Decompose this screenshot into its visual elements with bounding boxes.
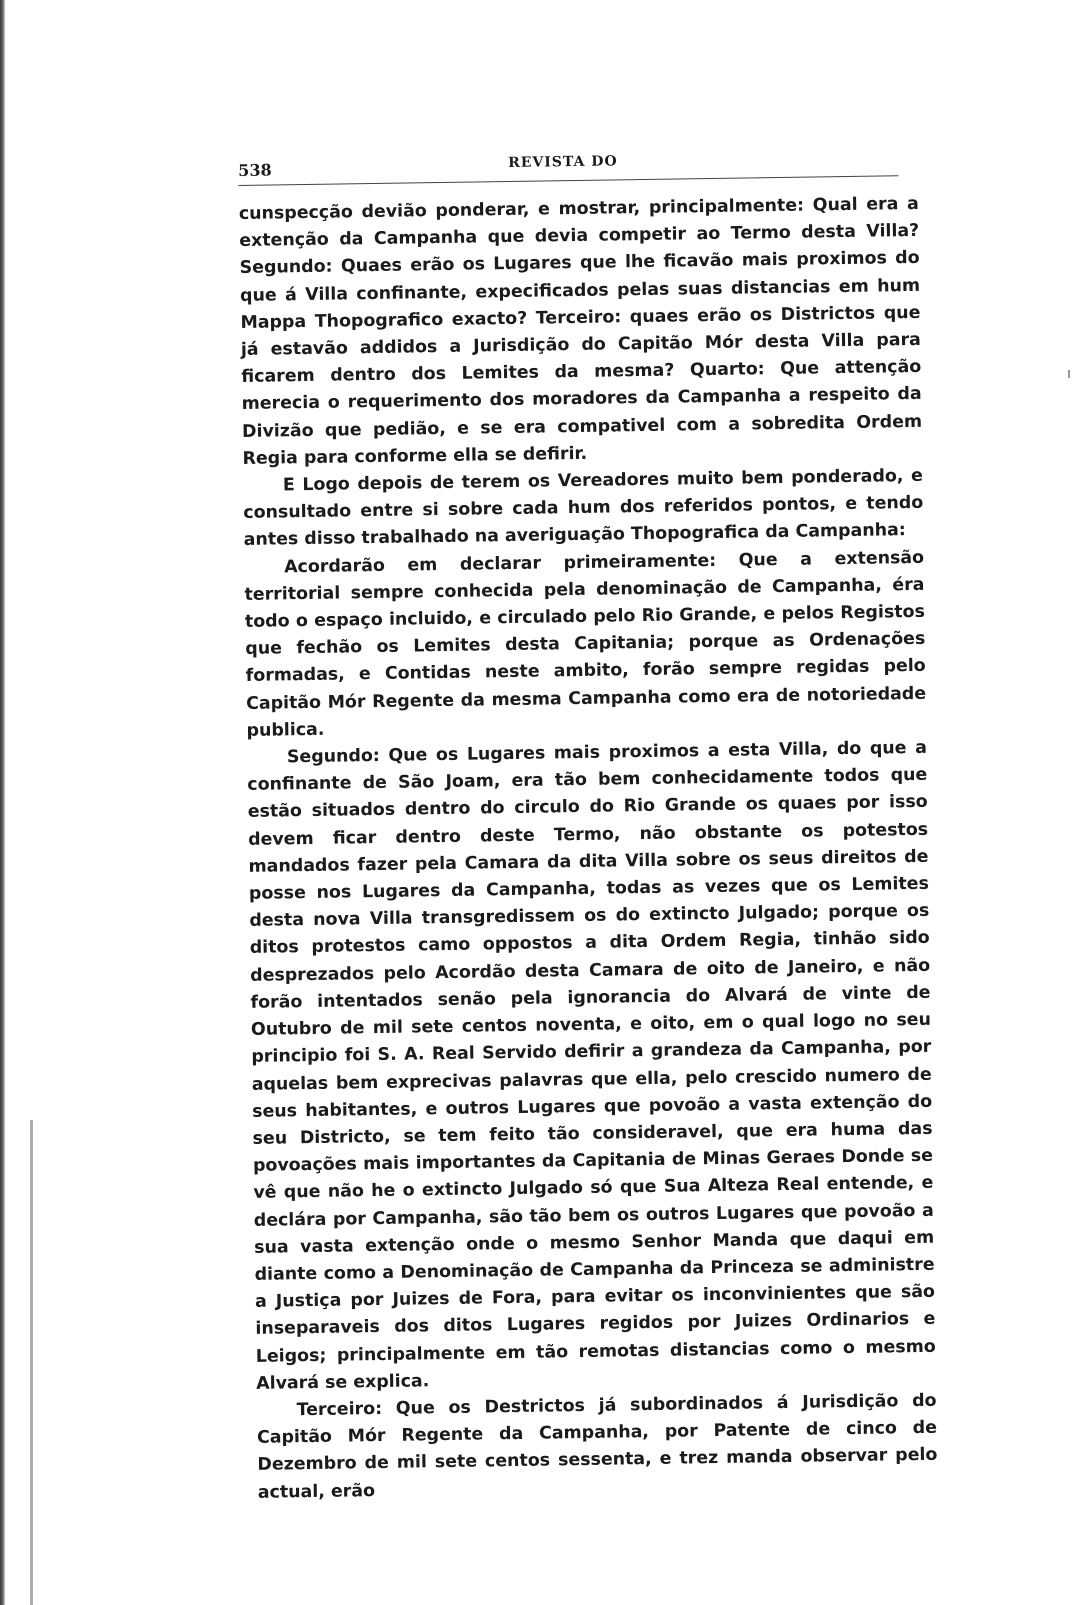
scan-speck: [1068, 370, 1070, 378]
header-rule: [238, 175, 898, 186]
paragraph: Terceiro: Que os Destrictos já subordinados á Jurisdição do Capitão Mór Regente da Campanha, por Patente de cinco de Dezembro de mil sete centos sessenta, e trez manda observar pelo actual, erão: [256, 1390, 938, 1503]
paragraph: Segundo: Que os Lugares mais proximos a esta Villa, do que a confinante de São Joam, era tão bem conhecidamente todos que estão situados dentro do circulo do Rio Grande os quaes por isso devem ficar dentro deste Termo, não obstante os potestos mandados fazer pela Camara da dita Villa sobre os seus direitos de posse nos Lugares da Campanha, todas as vezes que os Lemites desta nova Villa transgredissem os do extincto Julgado; porque os ditos protestos camo oppostos a dita Ordem Regia, tinhão sido desprezados pelo Acordão desta Camara de oito de Janeiro, e não forão intentados senão pela ignorancia do Alvará de vinte de Outubro de mil sete centos noventa, e oito, em o qual logo no seu principio foi S. A. Real Servido defirir a grandeza da Campanha, por aquelas bem exprecivas palavras que ella, pelo crescido numero de seus habitantes, e outros Lugares que povoão a vasta extenção do seu Districto, se tem feito tão consideravel, que era huma das povoações mais importantes da Capitania de Minas Geraes Donde se vê que não he o extincto Julgado só que Sua Alteza Real entende, e declára por Campanha, são tão bem os outros Lugares que povoão a sua vasta extenção onde o mesmo Senhor Manda que daqui em diante como a Denominação de Campanha da Princeza se administre a Justiça por Juizes de Fora, para evitar os inconvinientes que são inseparaveis dos ditos Lugares regidos por Juizes Ordinarios e Leigos; principalmente em tão remotas distancias como o mesmo Alvará se explica.: [247, 737, 936, 1394]
paragraph: Acordarão em declarar primeiramente: Que a extensão territorial sempre conhecida pela denominação de Campanha, éra todo o espaço incluido, e circulado pelo Rio Grande, e pelos Registos que fechão os Lemites desta Capitania; porque as Ordenações formadas, e Contidas neste ambito, forão sempre regidas pelo Capitão Mór Regente da mesma Campanha como era de notoriedade publica.: [244, 547, 927, 741]
body-text: [239, 191, 938, 1507]
paragraph: E Logo depois de terem os Vereadores muito bem ponderado, e consultado entre si sobre cada hum dos referidos pontos, e tendo antes disso trabalhado na averiguação Thopografica da Campanha:: [243, 465, 924, 551]
scan-page-edge: [0, 0, 5, 1605]
page-number: 538: [238, 160, 272, 180]
running-title: REVISTA DO: [508, 153, 618, 171]
paragraph: cunspecção devião ponderar, e mostrar, principalmente: Qual era a extenção da Campanha que devia competir ao Termo desta Villa? Segundo: Quaes erão os Lugares que lhe ficavão mais proximos do que á Villa confinante, expecificados pelas suas distancias em hum Mappa Thopografico exacto? Terceiro: quaes erão os Districtos que já estavão addidos a Jurisdição do Capitão Mór desta Villa para ficarem dentro dos Lemites da mesma? Quarto: Que attenção merecia o requerimento dos moradores da Campanha a respeito da Divizão que pedião, e se era compativel com a sobredita Ordem Regia para conforme ella se defirir.: [238, 193, 923, 469]
document-page: [238, 145, 957, 1503]
page-header: [238, 145, 938, 183]
scan-spine-shadow: [30, 1120, 33, 1605]
